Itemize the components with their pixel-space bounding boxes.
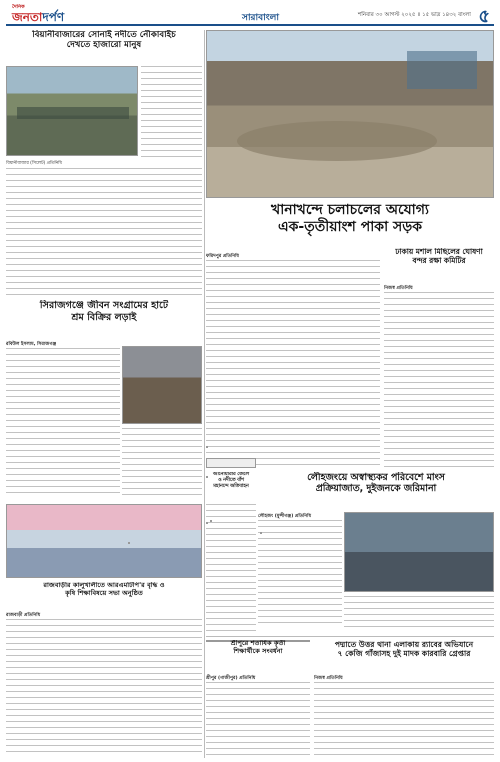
story-6-headline-line-3: মহানন্দে অতিবাহন [213,483,249,489]
column-divider [204,30,205,758]
story-6-body [206,504,256,632]
paper-tagline: দৈনিক [12,4,25,10]
story-7-body [206,682,310,758]
spacer-2 [206,522,208,524]
story-2-body [206,260,380,470]
story-headline-box [6,30,202,64]
story-8-body [6,619,202,757]
story-1-body [6,168,202,296]
story-8-headline-line-2: কৃষি শিক্ষাবিষয়ে সভা অনুষ্ঠিত [65,588,143,597]
story-3-headline-line-2: বন্দর রক্ষা কমিটির [412,255,466,265]
story-4-headline-line-1: সিরাজগঞ্জে জীবন সংগ্রামের হাটে [39,300,169,311]
story-7-headline-line-1: শ্রীপুরে শতাধিক কৃতী [230,640,286,647]
story-4-body [6,348,120,496]
story-9-headline[interactable] [314,640,494,670]
story-1-headline-line-2[interactable]: দেখতে হাজারো মানুষ [66,40,142,51]
story-6-headline-line-2: ও নদীতে বাঁশ [217,477,245,483]
story-5-body [258,520,342,628]
spacer-11 [206,476,208,478]
market-raid-photo [344,512,494,592]
story-3-headline-line-1: ঢাকায় মশাল মিছিলের ঘোষণা [395,248,483,256]
section-rule [206,636,494,637]
seminar-event-photo [6,504,202,578]
story-2-headline-line-2: এক-তৃতীয়াংশ পাকা সড়ক [277,218,423,235]
logo-part-b: দর্পণ [42,10,65,24]
logo-part-a: জনতা [12,10,43,24]
section-name: সারাবাংলা [242,13,279,23]
story-9-headline-line-2: ৭ কেজি গাঁজাসহ দুই মাদক কারবারি গ্রেপ্তার [337,649,471,659]
story-5-headline-line-1: লৌহজংয়ে অস্বাস্থ্যকর পরিবেশে মাংস [307,472,445,483]
story-7-headline[interactable] [206,640,310,672]
story-2-headline-line-1: খানাখন্দে চলাচলের অযোগ্য [271,202,429,218]
boat-race-photo [6,66,138,156]
story-2-byline: ফরিদপুর প্রতিনিধি [206,254,239,259]
story-3-byline: নিজস্ব প্রতিনিধি [384,286,413,291]
spacer-7 [128,542,130,544]
story-1-byline: বিয়ানীবাজার (সিলেট) প্রতিনিধি [6,161,62,166]
story-4-headline[interactable] [6,300,202,336]
damaged-road-photo [206,30,494,198]
story-4-body-2 [122,428,202,498]
page-number: ৫ [478,6,490,26]
story-2-headline[interactable] [206,202,494,246]
newspaper-logo[interactable] [12,9,64,26]
story-7-headline-line-2: শিক্ষার্থীকে সংবর্ধনা [233,646,283,655]
labour-market-photo [122,346,202,424]
spacer [210,520,212,522]
small-photo [206,458,256,468]
story-8-headline-line-1: রাজবাড়ীর কালুখালীতে আরএমটিপি'র বৃদ্ধি ও [43,582,165,589]
spacer-5 [260,532,262,534]
story-1-headline-line-1[interactable]: বিয়ানীবাজারের সোনাই নদীতে নৌকাবাইচ [32,30,176,40]
story-6-headline-line-1: আনোয়ারার জেলে [212,472,250,477]
story-3-headline[interactable] [384,248,494,278]
story-6-headline[interactable] [206,472,256,500]
story-3-body [384,292,494,468]
story-9-body [314,682,494,758]
story-5-headline-line-2: প্রক্রিয়াজাত, দুইজনকে জরিমানা [315,483,437,495]
story-8-byline: রাজবাড়ী প্রতিনিধি [6,613,41,618]
story-7-byline: শ্রীপুর (গাজীপুর) প্রতিনিধি [206,676,256,681]
masthead [6,4,494,26]
spacer-3 [206,446,208,448]
issue-date: শনিবার ৩০ আগস্ট ২০২৫ ॥ ১৫ ভাদ্র ১৪৩২ বাংলা [358,12,471,18]
story-4-headline-line-2: শ্রম বিক্রির লড়াই [71,311,137,323]
story-9-headline-line-1: পদ্মাতে উত্তর থানা এলাকায় র‍্যাবের অভিযানে [334,640,474,649]
story-5-headline[interactable] [258,472,494,508]
story-9-byline: নিজস্ব প্রতিনিধি [314,676,343,681]
story-8-headline[interactable] [6,582,202,608]
story-4-byline: রবিউল ইসলাম, সিরাজগঞ্জ [6,342,57,347]
story-5-byline: লৌহজং (মুন্সীগঞ্জ) প্রতিনিধি [258,514,312,519]
story-1-text [141,66,202,158]
story-5-body-2 [344,596,494,632]
